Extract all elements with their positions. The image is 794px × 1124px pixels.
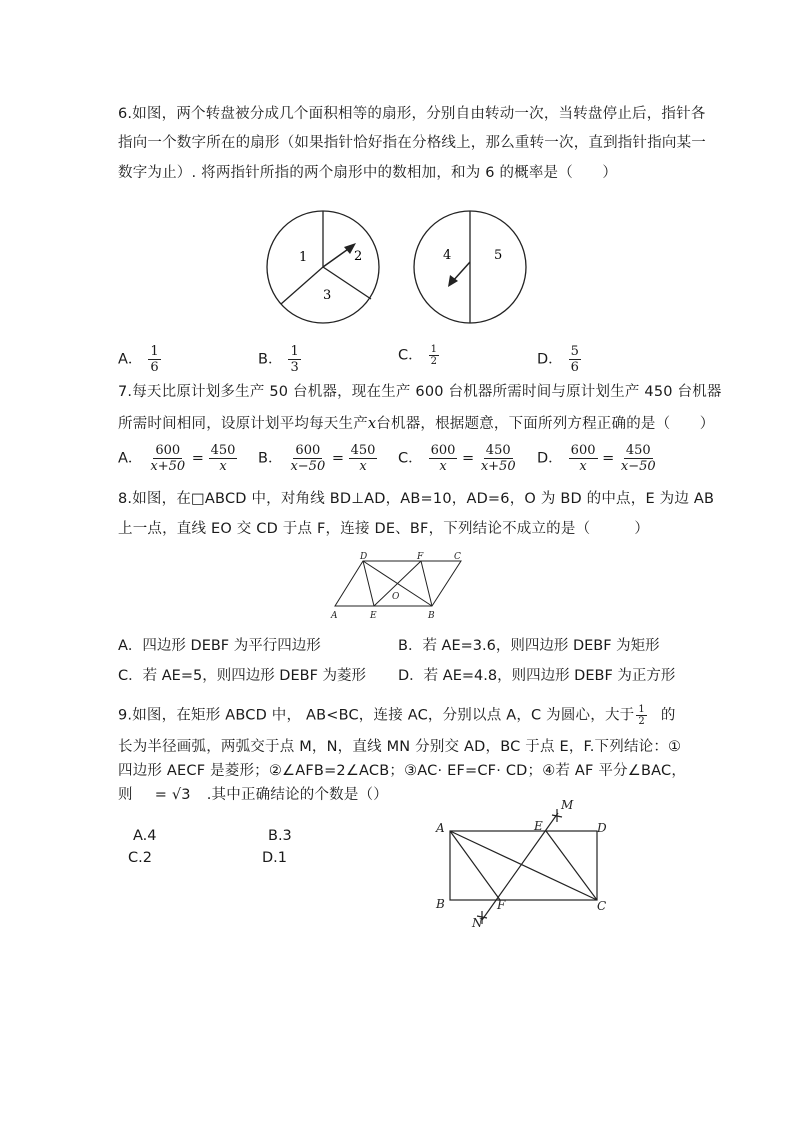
q6-line1: 6.如图，两个转盘被分成几个面积相等的扇形，分别自由转动一次，当转盘停止后，指针各 (118, 106, 706, 122)
q8-label-e: E (370, 611, 377, 621)
q6-option-a[interactable]: A． $\frac{1}{6}$ (118, 344, 159, 375)
q9-rectangle-figure (428, 793, 628, 933)
spinner-1 (267, 211, 379, 323)
q9-option-a[interactable]: A.4 (133, 828, 157, 844)
q9-label-c: C (597, 899, 607, 913)
q9-label-e: E (534, 819, 543, 833)
q8-option-b[interactable]: B．若 AE=3.6，则四边形 DEBF 为矩形 (398, 638, 660, 654)
q8-label-b: B (428, 611, 435, 621)
spinner-1-label-3: 3 (323, 288, 332, 303)
q7-line1: 7.每天比原计划多生产 50 台机器，现在生产 600 台机器所需时间与原计划生产 450 台机器 (118, 384, 722, 400)
q9-label-d: D (597, 821, 607, 835)
q9-label-f: F (497, 898, 506, 912)
q9-label-a: A (436, 821, 445, 835)
spinner-2 (414, 211, 526, 323)
q9-line3: 四边形 AECF 是菱形；②∠AFB=2∠ACB；③AC· EF=CF· CD；④若 AF 平分∠BAC， (118, 763, 687, 779)
q8-label-f: F (417, 552, 424, 562)
q9-line4: 则 = √3 .其中正确结论的个数是（） (118, 787, 388, 803)
q7-option-b[interactable]: B． $\frac{600}{x-50}$ = $\frac{450}{x}$ (258, 443, 376, 474)
q8-line1: 8.如图，在□ABCD 中，对角线 BD⊥AD，AB=10，AD=6，O 为 BD 的中点，E 为边 AB (118, 491, 715, 507)
q7-line2: 所需时间相同，设原计划平均每天生产x台机器，根据题意，下面所列方程正确的是（ ） (118, 416, 715, 432)
spinner-1-label-1: 1 (299, 250, 308, 265)
q7-option-a[interactable]: A． $\frac{600}{x+50}$ = $\frac{450}{x}$ (118, 443, 236, 474)
q8-parallelogram-figure (326, 550, 476, 622)
q6-option-d[interactable]: D． $\frac{5}{6}$ (537, 344, 579, 375)
q9-option-c[interactable]: C.2 (128, 850, 152, 866)
q8-option-a[interactable]: A．四边形 DEBF 为平行四边形 (118, 638, 321, 654)
q8-option-d[interactable]: D．若 AE=4.8，则四边形 DEBF 为正方形 (398, 668, 676, 684)
q6-line2: 指向一个数字所在的扇形（如果指针恰好指在分格线上，那么重转一次，直到指针指向某一 (118, 135, 706, 151)
q7-option-c[interactable]: C． $\frac{600}{x}$ = $\frac{450}{x+50}$ (398, 443, 516, 474)
spinner-1-label-2: 2 (354, 249, 363, 264)
q6-option-b[interactable]: B． $\frac{1}{3}$ (258, 344, 299, 375)
q8-label-o: O (392, 592, 400, 602)
q8-label-d: D (360, 552, 368, 562)
q9-label-b: B (436, 897, 445, 911)
q8-label-c: C (454, 552, 461, 562)
q9-line1: 9.如图，在矩形 ABCD 中， AB<BC，连接 AC，分别以点 A，C 为圆心，大于 $\frac{1}{2}$ 的 (118, 704, 676, 727)
q8-label-a: A (331, 611, 338, 621)
q9-option-b[interactable]: B.3 (268, 828, 292, 844)
q9-label-n: N (472, 916, 483, 930)
q6-line3: 数字为止）. 将两指针所指的两个扇形中的数相加，和为 6 的概率是（ ） (118, 165, 618, 181)
q9-label-m: M (561, 798, 574, 812)
q9-option-d[interactable]: D.1 (262, 850, 287, 866)
spinner-2-label-5: 5 (494, 248, 503, 263)
q6-option-c[interactable]: C． $\frac{1}{2}$ (398, 344, 437, 367)
q6-spinners-figure (262, 210, 542, 330)
q7-option-d[interactable]: D． $\frac{600}{x}$ = $\frac{450}{x-50}$ (537, 443, 656, 474)
q9-line2: 长为半径画弧，两弧交于点 M，N，直线 MN 分别交 AD，BC 于点 E，F.下列结论：① (118, 739, 682, 755)
q8-line2: 上一点，直线 EO 交 CD 于点 F，连接 DE、BF，下列结论不成立的是（ ） (118, 521, 650, 537)
q8-option-c[interactable]: C．若 AE=5，则四边形 DEBF 为菱形 (118, 668, 367, 684)
spinner-2-label-4: 4 (443, 248, 452, 263)
